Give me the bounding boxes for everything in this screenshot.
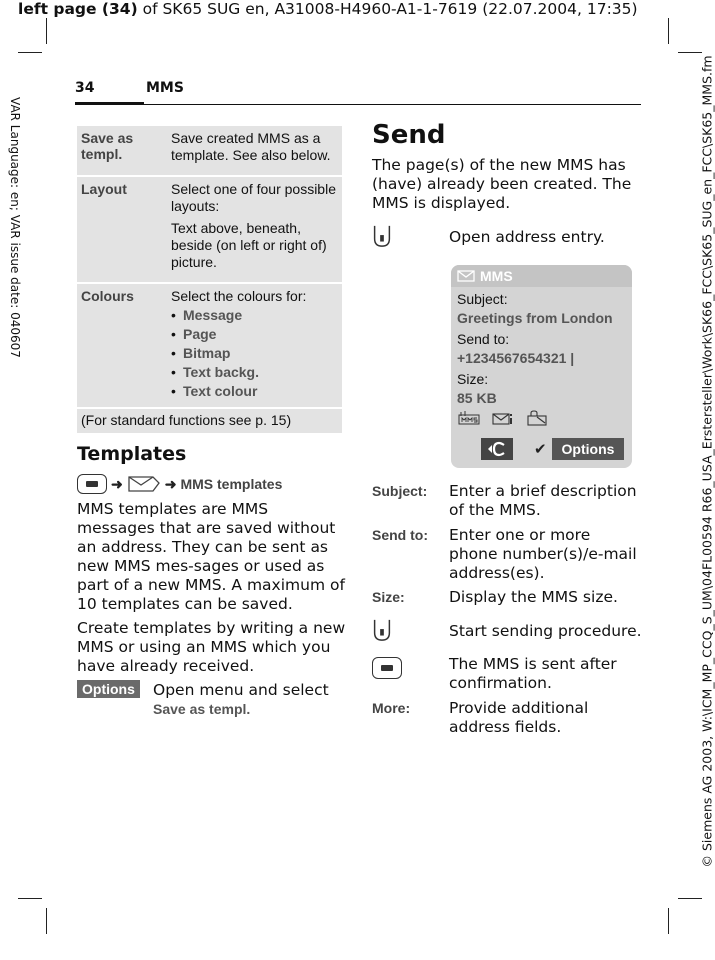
side-text-left: VAR Language: en; VAR issue date: 040607 bbox=[8, 97, 22, 358]
list-item: • Page bbox=[171, 326, 217, 342]
header-rule bbox=[144, 104, 641, 105]
screen-softkeys bbox=[451, 438, 632, 460]
check-icon: ✔ bbox=[534, 441, 547, 458]
joystick-press-icon bbox=[372, 618, 392, 642]
send-heading: Send bbox=[372, 120, 446, 150]
message-info-icon bbox=[491, 410, 515, 426]
screen-title-bar: MMS bbox=[451, 265, 632, 287]
open-address-text: Open address entry. bbox=[449, 228, 605, 246]
arrow-right-icon: ➜ bbox=[164, 475, 177, 492]
table-value: Save created MMS as a template. See also below. bbox=[171, 130, 331, 163]
def-term: Send to: bbox=[372, 527, 428, 543]
side-text-right: © Siemens AG 2003, W:\ICM_MP_CCQ_S_UM\04FL00594 R66_USA_Erstersteller\Work\SK66_FCC\SK65_SUG_en_FCC\SK65_MMS.fm bbox=[699, 55, 715, 868]
options-softkey: Options bbox=[77, 681, 140, 699]
def-term: Size: bbox=[372, 589, 405, 605]
menu-item-mms-templates: MMS templates bbox=[180, 476, 283, 492]
subject-field[interactable]: Greetings from London bbox=[457, 310, 613, 326]
table-key: Colours bbox=[81, 288, 134, 304]
table-value: Select the colours for: • Message • Page • Bitmap • Text backg. • Text colour bbox=[171, 288, 341, 401]
center-key-icon bbox=[372, 657, 402, 679]
table-row bbox=[77, 284, 342, 409]
phone-screen bbox=[451, 265, 632, 468]
templates-paragraph: Create templates by writing a new MMS or using an MMS which you have already received. bbox=[77, 619, 346, 675]
options-table bbox=[77, 126, 342, 433]
table-footer: (For standard functions see p. 15) bbox=[77, 409, 342, 433]
crop-mark bbox=[678, 898, 702, 899]
clear-c-icon bbox=[487, 441, 507, 457]
clear-softkey[interactable] bbox=[481, 438, 513, 460]
table-row bbox=[77, 177, 342, 284]
def-term: Subject: bbox=[372, 483, 428, 499]
options-description: Open menu and select Save as templ. bbox=[153, 681, 329, 717]
section-title: MMS bbox=[146, 80, 184, 96]
crop-mark bbox=[46, 18, 47, 44]
lock-message-icon bbox=[525, 410, 549, 426]
envelope-icon bbox=[457, 270, 475, 282]
menu-path bbox=[77, 474, 282, 494]
center-key-icon bbox=[77, 474, 107, 494]
def-term: More: bbox=[372, 700, 411, 716]
crop-mark bbox=[46, 908, 47, 934]
header-rule-thick bbox=[75, 102, 144, 105]
list-item: • Message bbox=[171, 307, 243, 323]
crop-mark bbox=[668, 18, 669, 44]
table-value: Select one of four possible layouts: Text above, beneath, beside (on left or right of) picture. bbox=[171, 181, 336, 270]
mms-icon bbox=[457, 410, 481, 426]
sendto-field[interactable]: +1234567654321 | bbox=[457, 350, 575, 366]
table-row bbox=[77, 126, 342, 177]
arrow-right-icon: ➜ bbox=[111, 475, 123, 492]
options-button[interactable]: Options bbox=[552, 438, 624, 460]
running-header: left page (34) of SK65 SUG en, A31008-H4960-A1-1-7619 (22.07.2004, 17:35) bbox=[18, 0, 638, 18]
status-icons bbox=[451, 410, 632, 426]
crop-mark bbox=[678, 52, 702, 53]
list-item: • Bitmap bbox=[171, 345, 231, 361]
envelope-icon bbox=[127, 474, 161, 494]
sendto-label: Send to: bbox=[457, 331, 510, 347]
templates-paragraph: MMS templates are MMS messages that are saved without an address. They can be sent as new MMS mes-sages or used as part of a new MMS. A maximum of 10 templates can be saved. bbox=[77, 500, 345, 613]
list-item: • Text backg. bbox=[171, 364, 259, 380]
size-value: 85 KB bbox=[457, 390, 497, 406]
def-text: Enter one or more phone number(s)/e-mail address(es). bbox=[449, 526, 637, 582]
sent-after-text: The MMS is sent after confirmation. bbox=[449, 655, 617, 692]
table-key: Save as templ. bbox=[81, 130, 134, 162]
page-number: 34 bbox=[75, 80, 95, 96]
templates-heading: Templates bbox=[77, 443, 187, 465]
crop-mark bbox=[18, 898, 42, 899]
send-intro: The page(s) of the new MMS has (have) already been created. The MMS is displayed. bbox=[372, 156, 632, 212]
start-sending-text: Start sending procedure. bbox=[449, 622, 642, 640]
def-text: Provide additional address fields. bbox=[449, 699, 589, 736]
list-item: • Text colour bbox=[171, 383, 258, 399]
size-label: Size: bbox=[457, 371, 489, 387]
joystick-press-icon bbox=[372, 224, 392, 248]
crop-mark bbox=[668, 908, 669, 934]
def-text: Display the MMS size. bbox=[449, 588, 618, 606]
crop-mark bbox=[18, 52, 42, 53]
def-text: Enter a brief description of the MMS. bbox=[449, 482, 637, 519]
table-key: Layout bbox=[81, 181, 127, 197]
subject-label: Subject: bbox=[457, 291, 508, 307]
